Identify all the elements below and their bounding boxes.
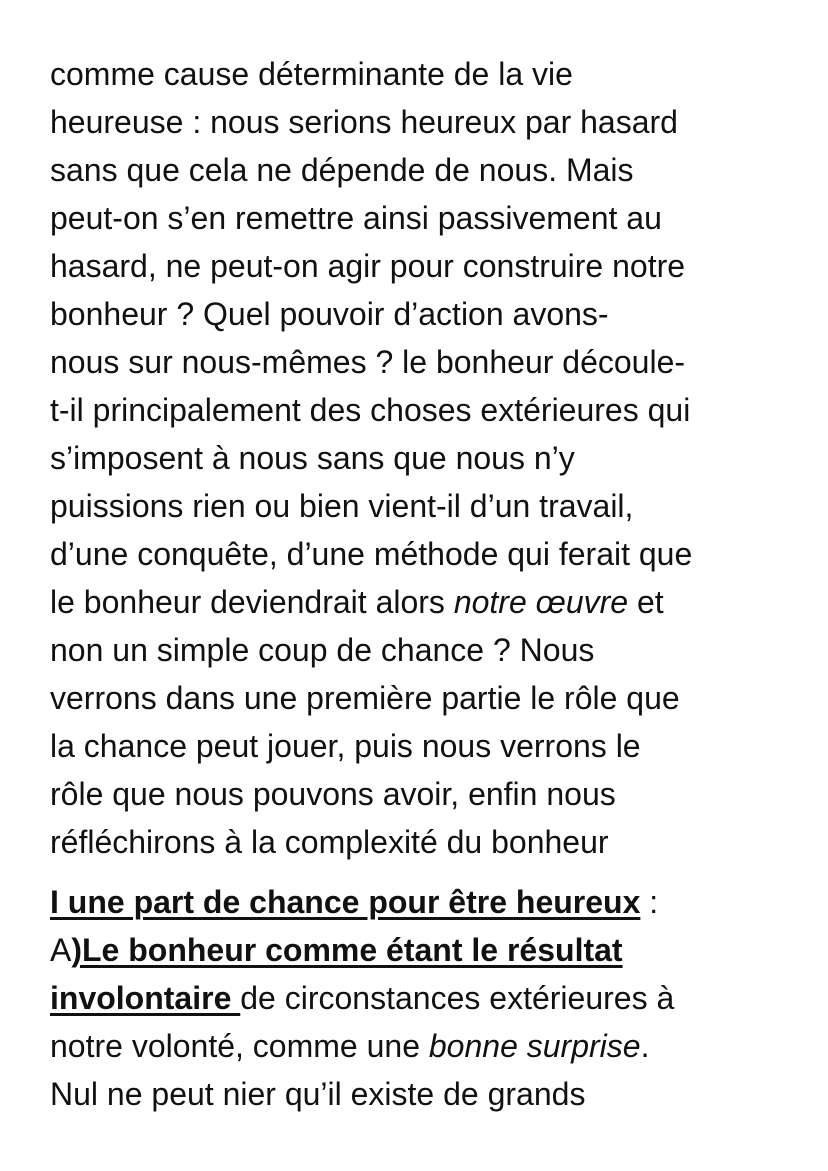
subsection-heading-line — [50, 926, 810, 974]
text-line — [50, 1022, 810, 1070]
subsection-prefix: A — [50, 932, 72, 968]
text-line: verrons dans une première partie le rôle que — [50, 680, 680, 716]
text-line: rôle que nous pouvons avoir, enfin nous — [50, 776, 616, 812]
text-line: t-il principalement des choses extérieures qui — [50, 392, 691, 428]
text-line: non un simple coup de chance ? Nous — [50, 632, 595, 668]
text-line: la chance peut jouer, puis nous verrons le — [50, 728, 641, 764]
text-line: s’imposent à nous sans que nous n’y — [50, 440, 575, 476]
subsection-heading-continued: involontaire — [50, 980, 241, 1016]
italic-phrase: bonne surprise — [428, 1028, 641, 1064]
text-line: puissions rien ou bien vient-il d’un travail, — [50, 488, 634, 524]
text-line: nous sur nous-mêmes ? le bonheur découle- — [50, 344, 686, 380]
text-run: notre volonté, comme une — [50, 1028, 429, 1064]
text-line — [50, 974, 810, 1022]
paragraph-gap — [50, 866, 810, 878]
section-heading-line — [50, 878, 810, 926]
text-line: peut-on s’en remettre ainsi passivement au — [50, 200, 662, 236]
body-text — [50, 50, 810, 1118]
text-run: et — [628, 584, 664, 620]
subsection-heading: )Le bonheur comme étant le résultat — [71, 932, 623, 968]
text-line: d’une conquête, d’une méthode qui ferait que — [50, 536, 693, 572]
text-line: réfléchirons à la complexité du bonheur — [50, 824, 609, 860]
section-heading: I une part de chance pour être heureux — [50, 884, 641, 920]
text-line — [50, 578, 810, 626]
text-line: hasard, ne peut-on agir pour construire notre — [50, 248, 686, 284]
text-line: bonheur ? Quel pouvoir d’action avons- — [50, 296, 609, 332]
text-line: sans que cela ne dépende de nous. Mais — [50, 152, 634, 188]
text-run: le bonheur deviendrait alors — [50, 584, 454, 620]
text-line: comme cause déterminante de la vie — [50, 56, 573, 92]
text-line: Nul ne peut nier qu’il existe de grands — [50, 1076, 586, 1112]
text-run: . — [640, 1028, 650, 1064]
text-line: heureuse : nous serions heureux par hasard — [50, 104, 678, 140]
italic-phrase: notre œuvre — [453, 584, 629, 620]
text-run: de circonstances extérieures à — [240, 980, 675, 1016]
text-run: : — [640, 884, 659, 920]
